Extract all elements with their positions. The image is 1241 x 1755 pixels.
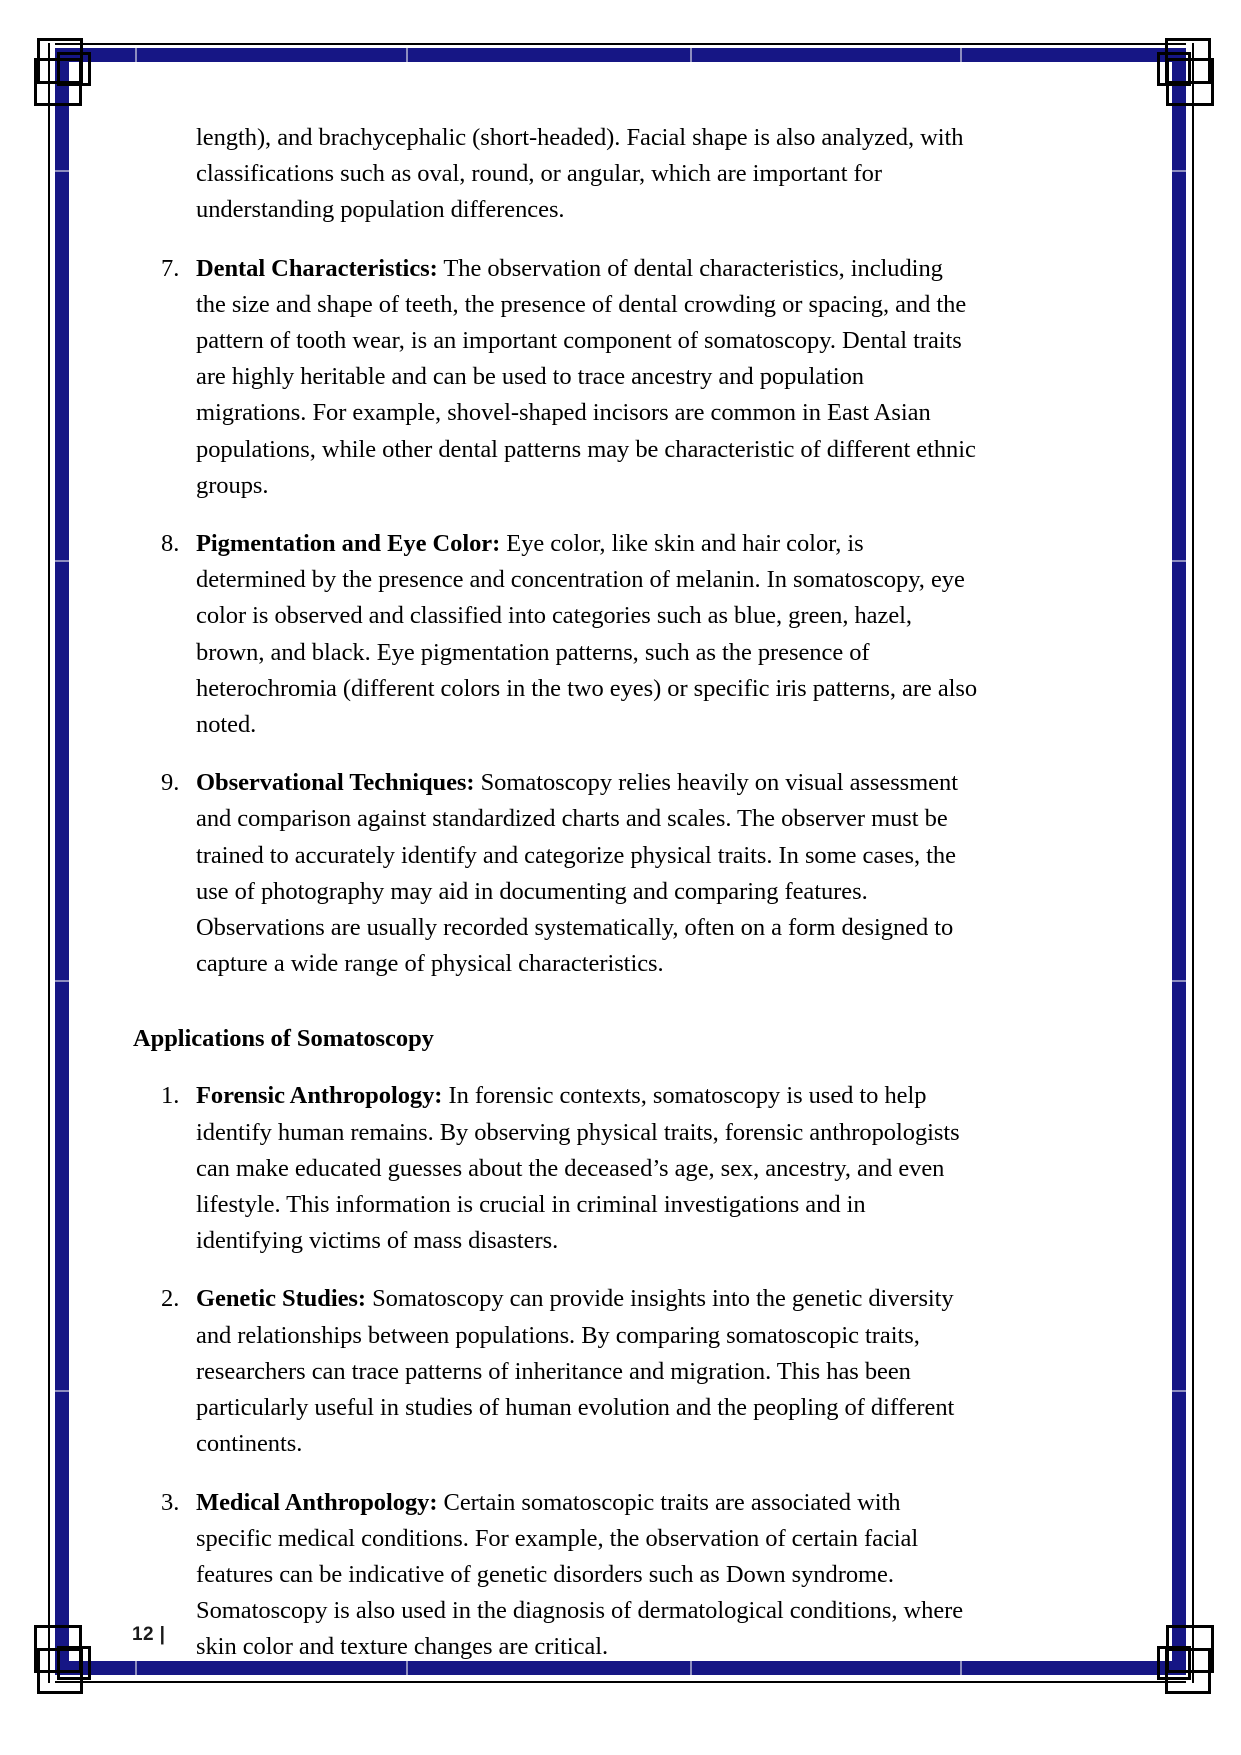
- frame-hairline-left: [48, 43, 50, 1683]
- list-item: [133, 526, 978, 743]
- frame-tick: [1172, 980, 1186, 982]
- list-item: [133, 765, 978, 982]
- corner-ornament-top-left: [34, 58, 82, 106]
- list-item-body: Somatoscopy relies heavily on visual assessment and comparison against standardized charts and scales. The observer must be trained to accurately identify and categorize physical traits. In some cases, the use of photography may aid in documenting and comparing features. Observations are usually recorded systematically, often on a form designed to capture a wide range of physical characteristics.: [196, 769, 958, 978]
- frame-tick: [55, 980, 69, 982]
- frame-tick: [1172, 170, 1186, 172]
- frame-tick: [690, 48, 692, 62]
- frame-bar-top: [55, 48, 1186, 62]
- frame-bar-left: [55, 48, 69, 1675]
- list-marker: 3.: [161, 1488, 180, 1516]
- list-item-lead: Medical Anthropology:: [196, 1488, 438, 1516]
- corner-ornament-top-right: [1157, 52, 1191, 86]
- section-heading-applications: Applications of Somatoscopy: [133, 1025, 434, 1053]
- list-item: [133, 1078, 978, 1259]
- frame-tick: [55, 560, 69, 562]
- list-item-body: Eye color, like skin and hair color, is determined by the presence and concentration of melanin. In somatoscopy, eye color is observed and classified into categories such as blue, green, hazel, brown, and black. Eye pigmentation patterns, such as the presence of heterochromia (different colors in the two eyes) or specific iris patterns, are also noted.: [196, 530, 978, 739]
- list-item-lead: Observational Techniques:: [196, 769, 475, 797]
- list-item-body: Somatoscopy can provide insights into the genetic diversity and relationships between populations. By comparing somatoscopic traits, researchers can trace patterns of inheritance and migration. This has been particularly useful in studies of human evolution and the peopling of different continents.: [196, 1285, 955, 1458]
- list-marker: 8.: [161, 530, 180, 558]
- applications-list: [133, 1078, 978, 1665]
- corner-ornament-top-left: [57, 52, 91, 86]
- list-item: [133, 1485, 978, 1666]
- list-item-lead: Pigmentation and Eye Color:: [196, 530, 501, 558]
- frame-tick: [406, 48, 408, 62]
- list-marker: 1.: [161, 1082, 180, 1110]
- frame-hairline-top: [55, 43, 1186, 45]
- corner-ornament-bottom-left: [37, 1648, 83, 1694]
- list-marker: 2.: [161, 1285, 180, 1313]
- frame-hairline-bottom: [55, 1681, 1186, 1683]
- frame-tick: [135, 48, 137, 62]
- list-marker: 9.: [161, 769, 180, 797]
- page-content: [133, 120, 978, 1666]
- list-item-lead: Genetic Studies:: [196, 1285, 367, 1313]
- frame-hairline-right: [1192, 43, 1194, 1683]
- corner-ornament-bottom-left: [34, 1625, 82, 1673]
- frame-tick: [55, 1390, 69, 1392]
- frame-tick: [1172, 1390, 1186, 1392]
- corner-ornament-bottom-right: [1166, 1625, 1214, 1673]
- corner-ornament-top-left: [37, 38, 83, 84]
- list-item: [133, 1281, 978, 1462]
- list-item-body: Certain somatoscopic traits are associated with specific medical conditions. For example, the observation of certain facial features can be indicative of genetic disorders such as Down syndrome. Somatoscopy is also used in the diagnosis of dermatological conditions, where skin color and texture changes are critical.: [196, 1488, 964, 1661]
- corner-ornament-bottom-right: [1165, 1648, 1211, 1694]
- characteristics-list: [133, 251, 978, 983]
- corner-ornament-bottom-right: [1157, 1646, 1191, 1680]
- page-number: 12 |: [132, 1624, 166, 1645]
- frame-tick: [960, 48, 962, 62]
- frame-tick: [1172, 560, 1186, 562]
- continued-paragraph: length), and brachycephalic (short-headed). Facial shape is also analyzed, with classifications such as oval, round, or angular, which are important for understanding population differences.: [196, 124, 964, 224]
- list-item: [133, 251, 978, 504]
- corner-ornament-bottom-left: [57, 1646, 91, 1680]
- list-item-lead: Dental Characteristics:: [196, 254, 438, 282]
- frame-tick: [55, 170, 69, 172]
- corner-ornament-top-right: [1165, 38, 1211, 84]
- list-item-body: In forensic contexts, somatoscopy is used to help identify human remains. By observing physical traits, forensic anthropologists can make educated guesses about the deceased’s age, sex, ancestry, and even lifestyle. This information is crucial in criminal investigations and in identifying victims of mass disasters.: [196, 1082, 960, 1255]
- list-item-lead: Forensic Anthropology:: [196, 1082, 443, 1110]
- list-item-body: The observation of dental characteristics, including the size and shape of teeth, the presence of dental crowding or spacing, and the pattern of tooth wear, is an important component of somatoscopy. Dental traits are highly heritable and can be used to trace ancestry and population migrations. For example, shovel-shaped incisors are common in East Asian populations, while other dental patterns may be characteristic of different ethnic groups.: [196, 254, 976, 499]
- list-marker: 7.: [161, 254, 180, 282]
- frame-bar-right: [1172, 48, 1186, 1675]
- corner-ornament-top-right: [1166, 58, 1214, 106]
